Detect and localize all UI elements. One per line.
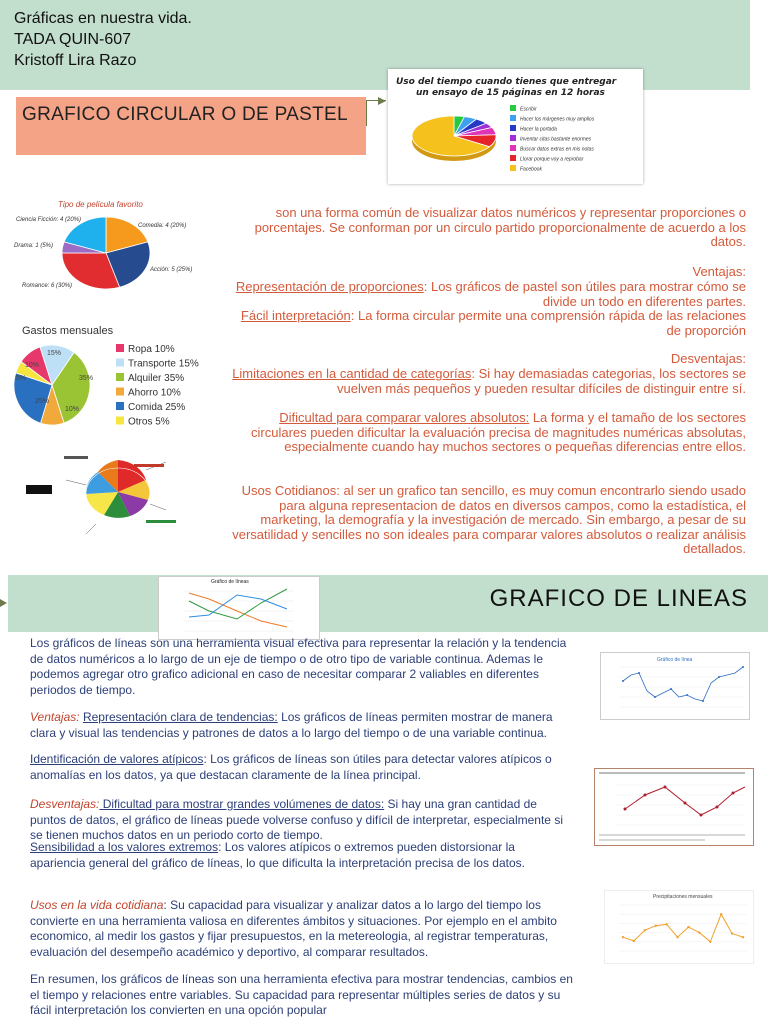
time-usage-title-1: Uso del tiempo cuando tienes que entregar — [396, 77, 617, 87]
precip-point-5 — [676, 936, 678, 938]
expenses-legend-label-2: Alquiler 35% — [128, 373, 185, 384]
time-legend-swatch-2 — [510, 125, 516, 131]
line-desventaja-1 — [30, 797, 570, 844]
precip-point-8 — [709, 941, 711, 943]
movie-label-action: Acción: 5 (25%) — [150, 267, 193, 273]
multi-line-chart-title: Gráfico de líneas — [211, 579, 249, 585]
line-intro: Los gráficos de líneas son una herramienta visual efectiva para representar la relación y la tendencia de datos numéricos a lo largo de un eje de tiempo o de otro tipo de variable continua. Ademas le podemos agregar otro grafico adicional en caso de necesitar comparar 2 valiables en diferentes periodos de tiempo. — [30, 636, 567, 697]
line-section-title: GRAFICO DE LINEAS — [489, 585, 748, 612]
precip-point-7 — [698, 931, 700, 933]
expenses-legend-swatch-5 — [116, 417, 124, 425]
time-usage-chart-image — [388, 69, 643, 184]
time-legend-label-6: Facebook — [520, 166, 542, 173]
line-ventaja-2 — [30, 752, 590, 783]
author-name: Kristoff Lira Razo — [14, 52, 137, 69]
group-label: TADA QUIN-607 — [14, 31, 132, 48]
pie-ventaja-1 — [226, 280, 746, 309]
time-legend-swatch-3 — [510, 135, 516, 141]
line-ventajas-label: Ventajas: — [30, 710, 80, 724]
pie-d1-title: Limitaciones en la cantidad de categorías — [232, 366, 472, 381]
pie-section-title: GRAFICO CIRCULAR O DE PASTEL — [16, 97, 366, 155]
precip-point-10 — [731, 932, 733, 934]
expenses-legend-swatch-1 — [116, 359, 124, 367]
line-usos — [30, 898, 575, 960]
expenses-pie-slices — [14, 345, 93, 425]
expenses-slice-label-2: 35% — [79, 375, 94, 382]
precip-chart-title: Precipitaciones mensuales — [653, 894, 713, 900]
pie-v1-text: : Los gráficos de pastel son útiles para mostrar cómo se divide un todo en diferentes partes. — [423, 279, 746, 309]
movie-label-romance: Romance: 6 (30%) — [22, 283, 73, 289]
line-chart-image-2 — [600, 652, 750, 720]
time-legend-label-1: Hacer los márgenes muy amplios — [520, 116, 595, 123]
time-legend-swatch-6 — [510, 165, 516, 171]
expenses-legend-swatch-3 — [116, 388, 124, 396]
time-legend-label-0: Escribir — [520, 106, 537, 113]
expenses-slice-label-1: 10% — [25, 362, 40, 369]
time-legend-label-4: Buscar datos extras en mis notas — [520, 146, 594, 153]
time-legend-label-5: Llorar porque voy a reprobar — [520, 156, 584, 163]
line-d1-title: Dificultad para mostrar grandes volúmenes de datos: — [99, 797, 385, 811]
time-usage-legend — [510, 105, 595, 173]
precip-point-11 — [742, 936, 744, 938]
precip-line-chart — [605, 891, 753, 963]
expenses-legend-swatch-4 — [116, 402, 124, 410]
red-line-chart — [595, 769, 753, 845]
line-ventaja-1 — [30, 710, 560, 741]
blue-line-chart — [601, 653, 749, 719]
precip-point-0 — [622, 936, 624, 938]
line-usos-text: : Su capacidad para visualizar y analizar datos a lo largo del tiempo los convierte en una herramienta valiosa en diferentes ámbitos y situaciones. Por ejemplo en el ambito economico, al medir los gastos y fijar presupuestos, en la metereologia, al registrar temperaturas, evaluación del desempeño académico y deportivo, al comparar resultados. — [30, 898, 557, 959]
precip-point-2 — [644, 929, 646, 931]
expenses-legend-label-1: Transporte 15% — [128, 358, 199, 370]
precip-series-line — [623, 914, 743, 942]
line-desventajas-label: Desventajas: — [30, 797, 100, 811]
expenses-slice-label-3: 5% — [16, 375, 27, 382]
line-chart-image-1 — [158, 576, 320, 640]
blue-line-chart-title: Gráfico de línea — [657, 657, 693, 663]
arrow-icon-2 — [0, 598, 10, 608]
line-desventaja-2 — [30, 840, 570, 871]
world-pie-chart-image — [26, 440, 206, 545]
pie-desventajas-label: Desventajas: — [670, 351, 746, 366]
line-usos-label: Usos en la vida cotidiana — [30, 898, 164, 912]
precip-points — [622, 913, 744, 943]
precip-point-4 — [665, 923, 667, 925]
movie-pie-chart — [8, 195, 208, 295]
line-chart-image-3 — [594, 768, 754, 846]
multi-line-chart — [159, 577, 319, 639]
expenses-slice-label-5: 10% — [65, 406, 80, 413]
pie-desventaja-2 — [226, 411, 746, 455]
movie-pie-slices — [62, 217, 150, 289]
time-legend-label-2: Hacer la portada — [520, 126, 557, 133]
time-legend-swatch-0 — [510, 105, 516, 111]
expenses-legend-label-0: Ropa 10% — [128, 344, 175, 355]
line-v1-title: Representación clara de tendencias: — [82, 710, 278, 724]
expenses-legend-swatch-2 — [116, 373, 124, 381]
pie-d1-text: : Si hay demasiadas categorias, los sectores se vuelven más pequeños y pueden resultar difíciles de distinguir entre sí. — [336, 366, 746, 396]
movie-label-comedy: Comedia: 4 (20%) — [138, 223, 187, 229]
precip-point-3 — [655, 925, 657, 927]
line-chart-image-4 — [604, 890, 754, 964]
expenses-pie-chart — [8, 318, 213, 433]
header-text — [14, 8, 192, 71]
expenses-legend-label-4: Comida 25% — [128, 402, 186, 413]
line-d2-text: : Los valores atípicos o extremos pueden distorsionar la apariencia general del gráfico de líneas, lo que dificulta la interpretación precisa de los datos. — [30, 840, 525, 870]
pie-intro: son una forma común de visualizar datos numéricos y representar proporciones o porcentajes. Se conforman por un circulo partido proporcionalmente de acuerdo a los datos. — [254, 205, 746, 250]
time-usage-chart — [388, 69, 643, 184]
precip-point-9 — [720, 913, 722, 915]
time-legend-swatch-4 — [510, 145, 516, 151]
expenses-slice-label-4: 25% — [35, 398, 50, 405]
expenses-legend-label-3: Ahorro 10% — [128, 387, 181, 399]
expenses-legend-swatch-0 — [116, 344, 124, 352]
movie-label-drama: Drama: 1 (5%) — [14, 243, 54, 249]
line-v1-text: Los gráficos de líneas permiten mostrar de manera clara y visual las tendencias y patrones de datos a lo largo del tiempo o de una variable continua. — [30, 710, 553, 740]
expenses-legend-label-5: Otros 5% — [128, 416, 170, 428]
pie-v2-text: : La forma circular permite una comprensión rápida de las relaciones de proporción — [350, 308, 746, 338]
time-legend-swatch-5 — [510, 155, 516, 161]
line-d2-title: Sensibilidad a los valores extremos — [30, 840, 219, 854]
expenses-slice-label-0: 15% — [47, 350, 62, 357]
expenses-legend — [116, 344, 199, 428]
movie-pie-title: Tipo de película favorito — [58, 200, 143, 209]
pie-ventajas-label: Ventajas: — [692, 264, 746, 279]
precip-point-6 — [687, 926, 689, 928]
expenses-pie-title: Gastos mensuales — [22, 325, 114, 337]
precip-gridlines — [619, 905, 747, 951]
movie-label-scifi: Ciencia Ficción: 4 (20%) — [16, 217, 82, 223]
pie-usos: Usos Cotidianos: al ser un grafico tan sencillo, es muy comun encontrarlo siendo usado para alguna representacion de datos en diversos campos, como la estadística, el marketing, la demografía y la investigación de mercado. Sin embargo, a pesar de su versatilidad y sencilles no son ideales para comparar valores absolutos o realizar análisis detallados. — [232, 483, 746, 557]
pie-d2-text: La forma y el tamaño de los sectores circulares pueden dificultar la evaluación precisa de magnitudes numéricas absolutas, especialmente cuando hay muchos sectores o pequeñas diferencias entre ellos. — [251, 410, 746, 455]
line-d1-text: Si hay una gran cantidad de puntos de datos, el gráfico de líneas puede volverse confuso y difícil de interpretar, especialmente si se tienen muchos datos en un periodo corto de tiempo. — [30, 797, 563, 842]
pie-v1-title: Representación de proporciones — [235, 279, 424, 294]
line-v2-text: : Los gráficos de líneas son útiles para detectar valores atípicos o anomalías en los datos, ya que destacan claramente de la línea principal. — [30, 752, 552, 782]
pie-v2-title: Fácil interpretación — [240, 308, 351, 323]
precip-point-1 — [633, 940, 635, 942]
time-usage-pie — [412, 116, 496, 161]
pie-ventaja-2 — [226, 309, 746, 338]
line-resumen: En resumen, los gráficos de líneas son una herramienta efectiva para mostrar tendencias, cambios en el tiempo y relaciones entre variables. Su capacidad para representar múltiples series de datos y su fácil interpretación los convierten en una opción popular — [30, 972, 573, 1017]
time-usage-title-2: un ensayo de 15 páginas en 12 horas — [416, 88, 605, 98]
time-legend-swatch-1 — [510, 115, 516, 121]
document-title: Gráficas en nuestra vida. — [14, 10, 192, 27]
time-legend-label-3: Inventar citas bastante enormes — [520, 136, 592, 143]
line-v2-title: Identificación de valores atípicos — [30, 752, 204, 766]
pie-d2-title: Dificultad para comparar valores absolutos: — [279, 410, 530, 425]
pie-desventaja-1 — [226, 367, 746, 396]
